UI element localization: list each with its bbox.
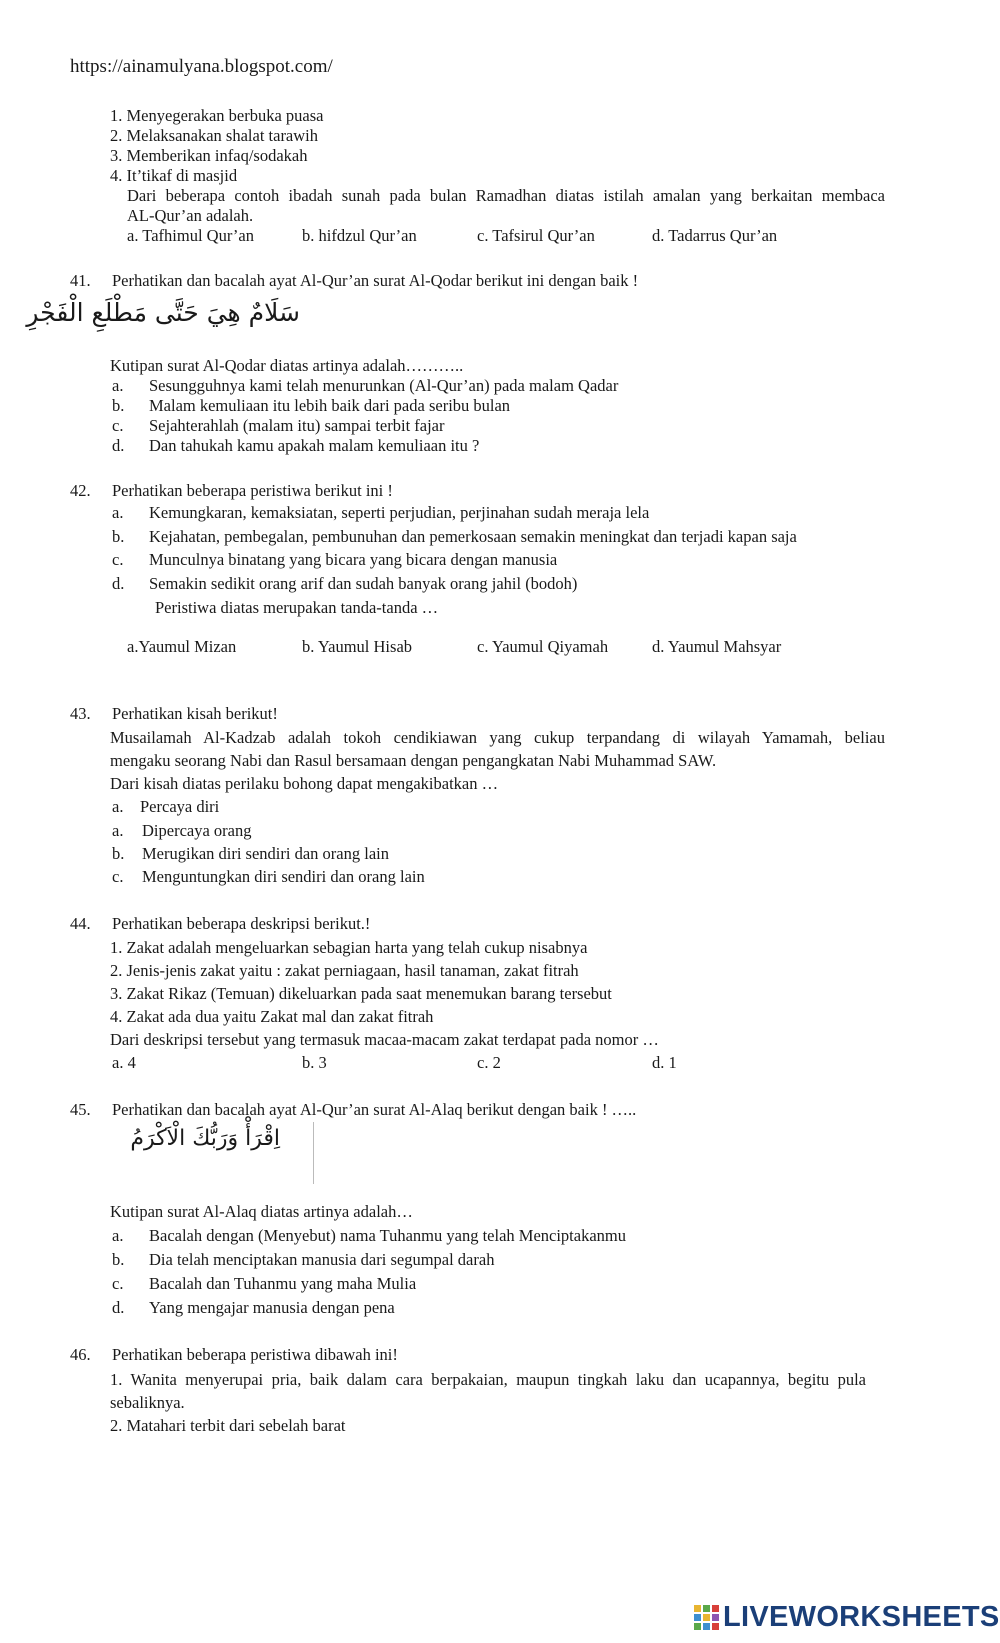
list-item: Kemungkaran, kemaksiatan, seperti perjudian, perjinahan sudah meraja lela: [149, 503, 650, 522]
option-d: d. 1: [652, 1053, 677, 1072]
option-letter: d.: [112, 436, 125, 455]
question-text: Dari kisah diatas perilaku bohong dapat mengakibatkan …: [110, 774, 499, 793]
arabic-verse-al-qodar: سَلَامٌ هِيَ حَتَّى مَطْلَعِ الْفَجْرِ: [26, 298, 300, 327]
question-prompt: Perhatikan dan bacalah ayat Al-Qur’an surat Al-Alaq berikut dengan baik ! …..: [112, 1100, 637, 1119]
option-d: d. Yaumul Mahsyar: [652, 637, 782, 656]
option-c: Sejahterahlah (malam itu) sampai terbit fajar: [149, 416, 445, 435]
list-item: 4. Zakat ada dua yaitu Zakat mal dan zakat fitrah: [110, 1007, 434, 1026]
option-letter: c.: [112, 550, 124, 569]
logo-square: [712, 1614, 719, 1621]
question-text: Kutipan surat Al-Alaq diatas artinya adalah…: [110, 1202, 413, 1221]
option-letter: a.: [112, 376, 124, 395]
question-number: 45.: [70, 1100, 91, 1119]
arabic-verse-al-alaq: اِقْرَأْ وَرَبُّكَ الْاَكْرَمُ: [130, 1126, 280, 1151]
logo-square: [712, 1605, 719, 1612]
list-item: Semakin sedikit orang arif dan sudah banyak orang jahil (bodoh): [149, 574, 578, 593]
logo-square: [703, 1614, 710, 1621]
option-b: b. 3: [302, 1053, 327, 1072]
divider: [313, 1122, 314, 1184]
list-item: 1. Zakat adalah mengeluarkan sebagian harta yang telah cukup nisabnya: [110, 938, 588, 957]
option-c: c. Tafsirul Qur’an: [477, 226, 595, 245]
option-letter: a.: [112, 503, 124, 522]
question-text: AL-Qur’an adalah.: [127, 206, 254, 225]
option-letter: c.: [112, 867, 124, 886]
question-prompt: Perhatikan dan bacalah ayat Al-Qur’an surat Al-Qodar berikut ini dengan baik !: [112, 271, 639, 290]
option-c: c. 2: [477, 1053, 501, 1072]
question-prompt: Perhatikan kisah berikut!: [112, 704, 278, 723]
logo-square: [694, 1605, 701, 1612]
list-item: sebaliknya.: [110, 1393, 185, 1412]
logo-square: [694, 1623, 701, 1630]
liveworksheets-logo-text: LIVEWORKSHEETS: [723, 1600, 1000, 1633]
option-c: Bacalah dan Tuhanmu yang maha Mulia: [149, 1274, 417, 1293]
story-text: mengaku seorang Nabi dan Rasul bersamaan dengan pengangkatan Nabi Muhammad SAW.: [110, 751, 717, 770]
liveworksheets-logo: [694, 1600, 1000, 1634]
option-letter: d.: [112, 574, 125, 593]
option-letter: a.: [112, 1226, 124, 1245]
option-a: Dipercaya orang: [142, 821, 252, 840]
list-item: Munculnya binatang yang bicara yang bicara dengan manusia: [149, 550, 558, 569]
question-text: Peristiwa diatas merupakan tanda-tanda …: [155, 598, 439, 617]
option-letter: b.: [112, 844, 125, 863]
option-letter: a.: [112, 821, 124, 840]
list-item: 1. Menyegerakan berbuka puasa: [110, 106, 324, 125]
list-item: 2. Jenis-jenis zakat yaitu : zakat perniagaan, hasil tanaman, zakat fitrah: [110, 961, 579, 980]
page-url: https://ainamulyana.blogspot.com/: [70, 56, 333, 77]
question-number: 46.: [70, 1345, 91, 1364]
question-number: 41.: [70, 271, 91, 290]
list-item: Kejahatan, pembegalan, pembunuhan dan pemerkosaan semakin meningkat dan terjadi kapan saja: [149, 527, 797, 546]
option-d: Yang mengajar manusia dengan pena: [149, 1298, 395, 1317]
option-b: Dia telah menciptakan manusia dari segumpal darah: [149, 1250, 495, 1269]
question-number: 44.: [70, 914, 91, 933]
logo-square: [712, 1623, 719, 1630]
logo-square: [694, 1614, 701, 1621]
question-number: 43.: [70, 704, 91, 723]
liveworksheets-logo-icon: [694, 1605, 719, 1630]
logo-square: [703, 1623, 710, 1630]
option-letter: b.: [112, 1250, 125, 1269]
option-letter: c.: [112, 416, 124, 435]
option-b: Merugikan diri sendiri dan orang lain: [142, 844, 389, 863]
option-a: Sesungguhnya kami telah menurunkan (Al-Qur’an) pada malam Qadar: [149, 376, 619, 395]
option-d: Dan tahukah kamu apakah malam kemuliaan itu ?: [149, 436, 480, 455]
option-letter: b.: [112, 396, 125, 415]
option-d: d. Tadarrus Qur’an: [652, 226, 778, 245]
question-text: Dari deskripsi tersebut yang termasuk macaa-macam zakat terdapat pada nomor …: [110, 1030, 659, 1049]
question-prompt: Perhatikan beberapa peristiwa dibawah ini!: [112, 1345, 398, 1364]
question-number: 42.: [70, 481, 91, 500]
list-item: 3. Memberikan infaq/sodakah: [110, 146, 308, 165]
option-a: a.Yaumul Mizan: [127, 637, 237, 656]
option-b: b. Yaumul Hisab: [302, 637, 413, 656]
list-item: 4. It’tikaf di masjid: [110, 166, 238, 185]
option-b: b. hifdzul Qur’an: [302, 226, 417, 245]
option-letter: c.: [112, 1274, 124, 1293]
question-prompt: Perhatikan beberapa deskripsi berikut.!: [112, 914, 371, 933]
option-c: Menguntungkan diri sendiri dan orang lain: [142, 867, 425, 886]
story-text: Musailamah Al-Kadzab adalah tokoh cendikiawan yang cukup terpandang di wilayah Yamamah, beliau: [110, 728, 885, 747]
option-c: c. Yaumul Qiyamah: [477, 637, 609, 656]
option-a: a. 4: [112, 1053, 136, 1072]
option-a: Bacalah dengan (Menyebut) nama Tuhanmu yang telah Menciptakanmu: [149, 1226, 626, 1245]
option-letter: b.: [112, 527, 125, 546]
list-item: 1. Wanita menyerupai pria, baik dalam cara berpakaian, maupun tingkah laku dan ucapannya, begitu pula: [110, 1370, 866, 1389]
option-a: Percaya diri: [140, 797, 220, 816]
question-prompt: Perhatikan beberapa peristiwa berikut ini !: [112, 481, 393, 500]
list-item: 2. Matahari terbit dari sebelah barat: [110, 1416, 346, 1435]
option-letter: a.: [112, 797, 124, 816]
list-item: 2. Melaksanakan shalat tarawih: [110, 126, 319, 145]
question-text: Dari beberapa contoh ibadah sunah pada bulan Ramadhan diatas istilah amalan yang berkaitan membaca: [127, 186, 885, 205]
option-letter: d.: [112, 1298, 125, 1317]
option-b: Malam kemuliaan itu lebih baik dari pada seribu bulan: [149, 396, 511, 415]
question-text: Kutipan surat Al-Qodar diatas artinya adalah………..: [110, 356, 464, 375]
option-a: a. Tafhimul Qur’an: [127, 226, 254, 245]
list-item: 3. Zakat Rikaz (Temuan) dikeluarkan pada saat menemukan barang tersebut: [110, 984, 612, 1003]
logo-square: [703, 1605, 710, 1612]
